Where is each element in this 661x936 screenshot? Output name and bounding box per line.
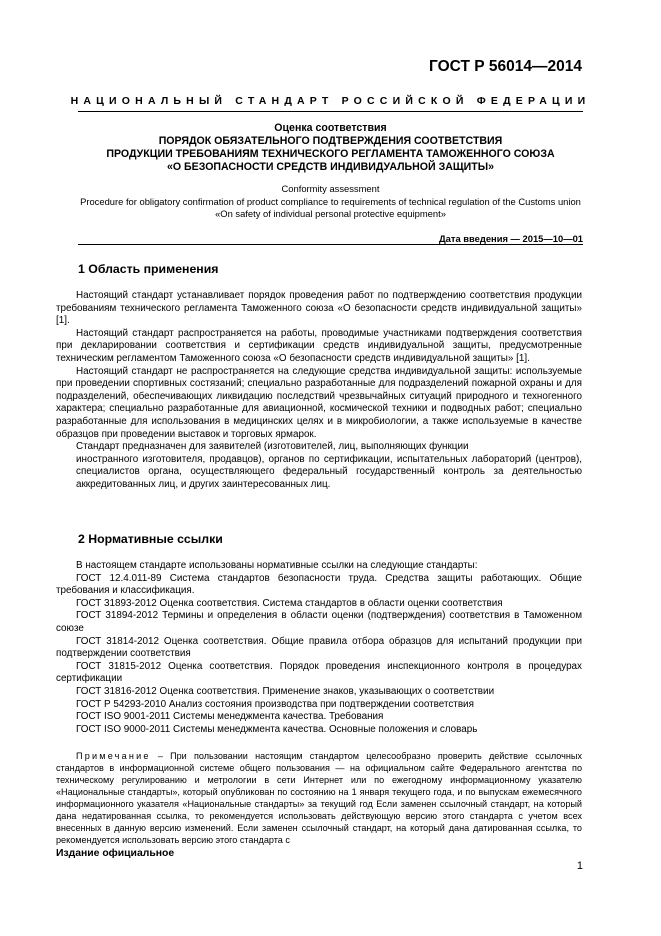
- english-title: [0, 183, 661, 221]
- english-title-line: Conformity assessment: [281, 183, 380, 194]
- reference-item: ГОСТ ISO 9001-2011 Системы менеджмента качества. Требования: [76, 711, 384, 723]
- russian-title: [0, 122, 661, 174]
- date-rule: [78, 244, 583, 245]
- reference-item: ГОСТ 31893-2012 Оценка соответствия. Система стандартов в области оценки соответствия: [76, 597, 503, 609]
- note: [56, 751, 582, 847]
- section-2-body: [56, 560, 582, 736]
- section-1-body: [56, 290, 582, 492]
- title-line: Оценка соответствия: [274, 122, 387, 134]
- paragraph: Настоящий стандарт распространяется на работы, проводимые участниками подтверждения соответствия при декларировании соответствия и сертификации средств индивидуальной защиты, предусмотренные техническим регламентом Таможенного союза «О безопасности средств индивидуальной защиты» [1].: [56, 327, 582, 364]
- paragraph: Настоящий стандарт не распространяется на следующие средства индивидуальной защиты: используемые при проведении спортивных состязаний; специально разработанные для подразделений пожарной охраны и для подразделений, обеспечивающих ликвидацию последствий чрезвычайных ситуаций природного и техногенного характера; специально разработанные для авиационной, космической техники и подводных работ; специально разработанные для использования в медицинских целях и в микробиологии, а также используемые в качестве образцов при проведении выставок и торговых ярмарок.: [56, 365, 582, 440]
- title-line: ПОРЯДОК ОБЯЗАТЕЛЬНОГО ПОДТВЕРЖДЕНИЯ СООТВЕТСТВИЯ: [158, 135, 503, 147]
- introduction-date: Дата введения — 2015—10—01: [438, 233, 583, 244]
- paragraph: иностранного изготовителя, продавцов), органов по сертификации, испытательных лабораторий (центров), специалистов органа, осуществляющего федеральный государственный контроль за деятельностью аккредитованных лиц, и других заинтересованных лиц.: [76, 453, 582, 490]
- reference-item: ГОСТ 31894-2012 Термины и определения в области оценки (подтверждения) соответствия в Таможенном союзе: [56, 610, 582, 634]
- reference-item: ГОСТ Р 54293-2010 Анализ состояния производства при подтверждении соответствия: [76, 698, 474, 710]
- reference-item: ГОСТ 31814-2012 Оценка соответствия. Общие правила отбора образцов для испытаний продукции при подтверждении соответствия: [56, 635, 582, 660]
- paragraph: Стандарт предназначен для заявителей (изготовителей, лиц, выполняющих функции: [76, 441, 469, 453]
- reference-item: ГОСТ 12.4.011-89 Система стандартов безопасности труда. Средства защиты работающих. Общие требования и классификация.: [56, 572, 582, 597]
- english-title-line: «On safety of individual personal protective equipment»: [215, 208, 446, 219]
- section-1-heading: 1 Область применения: [78, 262, 219, 276]
- standard-type-banner: НАЦИОНАЛЬНЫЙ СТАНДАРТ РОССИЙСКОЙ ФЕДЕРАЦИИ: [70, 95, 591, 107]
- reference-item: ГОСТ 31815-2012 Оценка соответствия. Порядок проведения инспекционного контроля в процедурах сертификации: [56, 660, 582, 685]
- note-text: – При пользовании настоящим стандартом целесообразно проверить действие ссылочных стандартов в информационной системе общего пользования — на официальном сайте Федерального агентства по техническому регулированию и метрологии в сети Интернет или по ежегодному информационному указателю «Национальные стандарты», который опубликован по состоянию на 1 января текущего года, и по выпускам ежемесячного информационного указателя «Национальные стандарты» за текущий год Если заменен ссылочный стандарт, на который дана недатированная ссылка, то рекомендуется использовать действующую версию этого стандарта с учетом всех внесенных в данную версию изменений. Если заменен ссылочный стандарт, на который дана датированная ссылка, то рекомендуется использовать версию этого стандарта с: [56, 751, 582, 845]
- header-rule: [78, 111, 583, 112]
- reference-item: ГОСТ 31816-2012 Оценка соответствия. Применение знаков, указывающих о соответствии: [76, 685, 495, 697]
- document-number: ГОСТ Р 56014—2014: [429, 58, 582, 75]
- title-line: «О БЕЗОПАСНОСТИ СРЕДСТВ ИНДИВИДУАЛЬНОЙ ЗАЩИТЫ»: [166, 161, 495, 173]
- section-2-heading: 2 Нормативные ссылки: [78, 532, 223, 546]
- page-number: 1: [576, 860, 583, 872]
- english-title-line: Procedure for obligatory confirmation of product compliance to requirements of technical regulation of the Customs union: [80, 195, 581, 207]
- paragraph: В настоящем стандарте использованы нормативные ссылки на следующие стандарты:: [76, 560, 478, 571]
- title-line: ПРОДУКЦИИ ТРЕБОВАНИЯМ ТЕХНИЧЕСКОГО РЕГЛАМЕНТА ТАМОЖЕННОГО СОЮЗА: [106, 148, 555, 160]
- edition-label: Издание официальное: [56, 848, 175, 859]
- note-label: Примечание: [76, 751, 151, 761]
- reference-item: ГОСТ ISO 9000-2011 Системы менеджмента качества. Основные положения и словарь: [76, 723, 478, 735]
- paragraph: Настоящий стандарт устанавливает порядок проведения работ по подтверждению соответствия продукции требованиям технического регламента Таможенного союза «О безопасности средств индивидуальной защиты» [1].: [56, 290, 582, 327]
